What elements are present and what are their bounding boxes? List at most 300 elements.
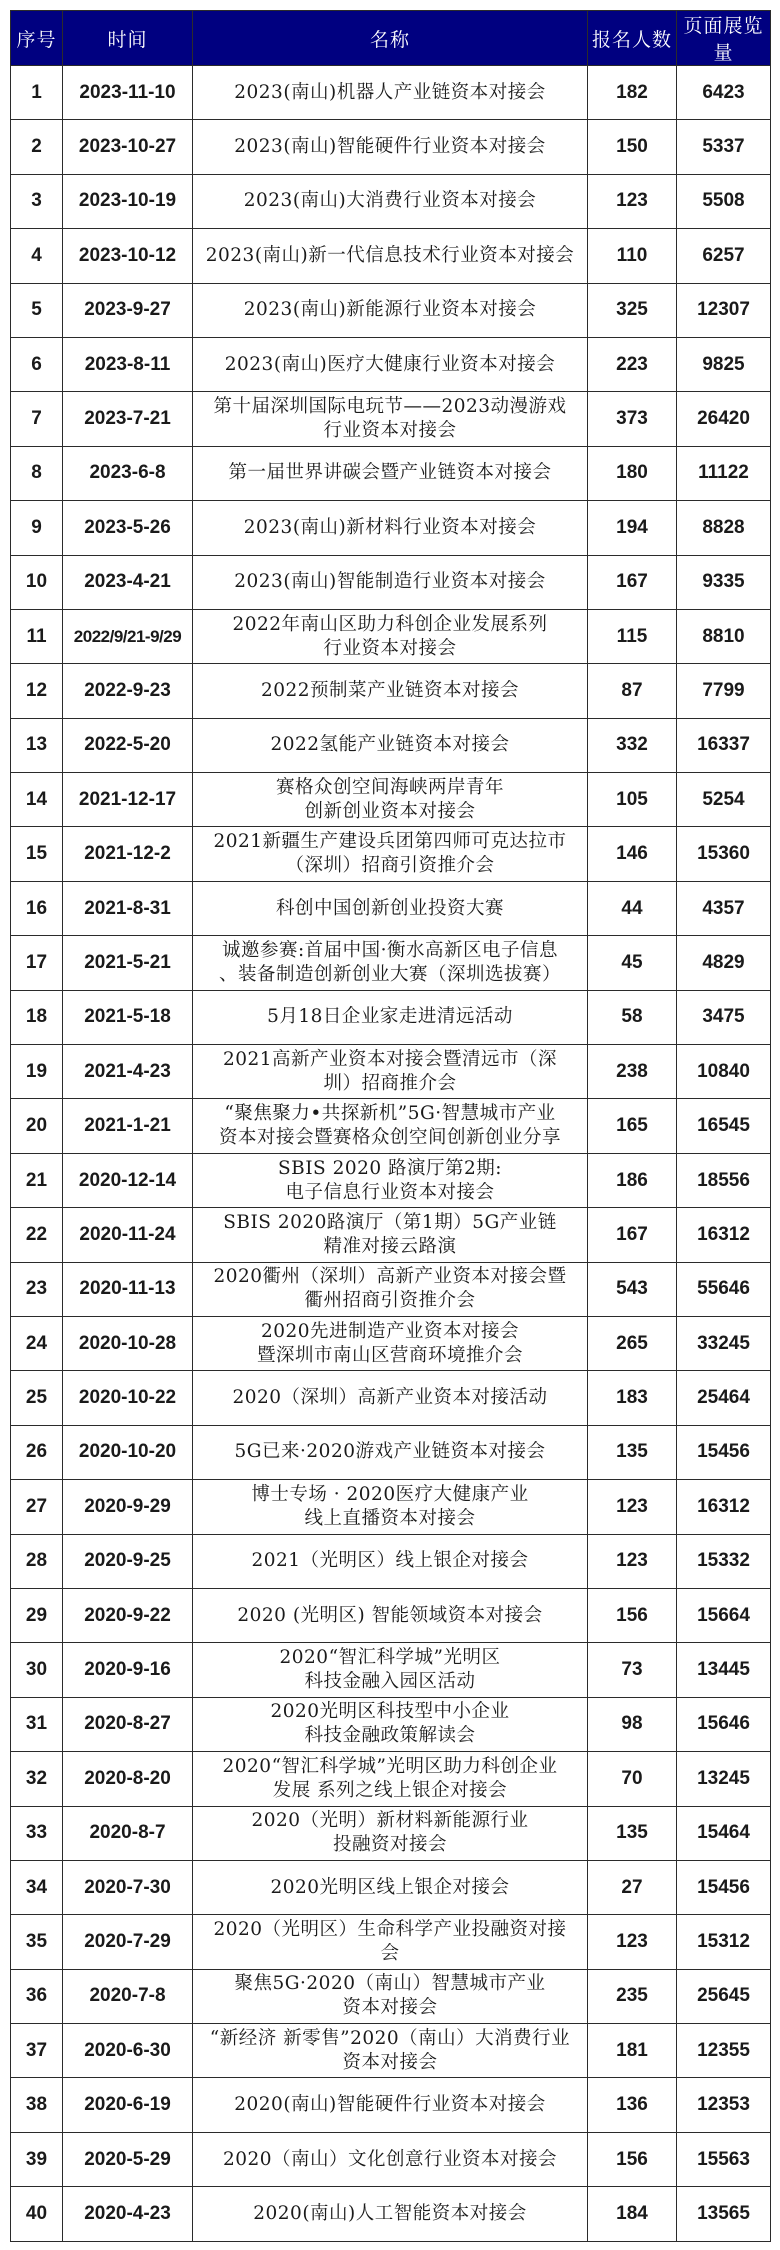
cell-registrations: 123 [588, 174, 677, 228]
cell-registrations: 115 [588, 609, 677, 663]
cell-name [193, 1969, 588, 2023]
cell-no: 19 [11, 1045, 63, 1099]
table-row [11, 1208, 771, 1262]
cell-page-views: 9335 [677, 555, 771, 609]
cell-name [193, 1262, 588, 1316]
table-row [11, 1969, 771, 2023]
table-row [11, 718, 771, 772]
cell-name-line: 第一届世界讲碳会暨产业链资本对接会 [228, 462, 552, 484]
cell-registrations: 167 [588, 555, 677, 609]
cell-no: 2 [11, 120, 63, 174]
cell-date: 2020-7-8 [63, 1969, 193, 2023]
cell-date: 2020-8-20 [63, 1752, 193, 1806]
cell-page-views: 15563 [677, 2132, 771, 2186]
cell-page-views: 8810 [677, 609, 771, 663]
cell-no: 9 [11, 501, 63, 555]
cell-page-views: 6423 [677, 66, 771, 120]
cell-registrations: 223 [588, 337, 677, 391]
cell-name-line: 聚焦5G·2020（南山）智慧城市产业 [234, 1973, 546, 1995]
cell-name [193, 2078, 588, 2132]
cell-name-line: 2023(南山)智能制造行业资本对接会 [234, 571, 546, 593]
cell-name-line: 2023(南山)新材料行业资本对接会 [243, 516, 537, 538]
cell-registrations: 156 [588, 2132, 677, 2186]
cell-no: 31 [11, 1697, 63, 1751]
table-row [11, 120, 771, 174]
cell-no: 6 [11, 337, 63, 391]
cell-name-line: SBIS 2020路演厅（第1期）5G产业链 [223, 1211, 557, 1233]
cell-name-line: 2022氢能产业链资本对接会 [270, 734, 510, 756]
cell-date: 2020-4-23 [63, 2187, 193, 2241]
table-row [11, 1480, 771, 1534]
cell-date: 2020-10-20 [63, 1425, 193, 1479]
table-row [11, 66, 771, 120]
cell-name-line: 2020（光明）新材料新能源行业 [251, 1810, 529, 1832]
cell-no: 20 [11, 1099, 63, 1153]
cell-name-line: 赛格众创空间海峡两岸青年 [275, 776, 504, 798]
cell-name [193, 1425, 588, 1479]
cell-date: 2020-11-13 [63, 1262, 193, 1316]
table-row [11, 337, 771, 391]
cell-registrations: 235 [588, 1969, 677, 2023]
cell-page-views: 3475 [677, 990, 771, 1044]
cell-date: 2020-10-28 [63, 1316, 193, 1370]
cell-date: 2023-7-21 [63, 392, 193, 446]
cell-registrations: 87 [588, 664, 677, 718]
cell-date: 2020-9-16 [63, 1643, 193, 1697]
table-row [11, 174, 771, 228]
cell-no: 18 [11, 990, 63, 1044]
cell-date: 2022-9-23 [63, 664, 193, 718]
cell-registrations: 70 [588, 1752, 677, 1806]
events-table-container [10, 10, 770, 2242]
cell-page-views: 15312 [677, 1915, 771, 1969]
cell-name [193, 1316, 588, 1370]
table-row [11, 2024, 771, 2078]
cell-name-line: 2021新疆生产建设兵团第四师可克达拉市 [213, 831, 567, 853]
cell-date: 2021-5-21 [63, 936, 193, 990]
table-row [11, 2132, 771, 2186]
cell-name [193, 1534, 588, 1588]
cell-page-views: 16312 [677, 1480, 771, 1534]
cell-date: 2023-4-21 [63, 555, 193, 609]
cell-registrations: 194 [588, 501, 677, 555]
cell-no: 21 [11, 1153, 63, 1207]
cell-name [193, 1371, 588, 1425]
cell-name-line: 2020“智汇科学城”光明区 [279, 1647, 501, 1669]
cell-name-line: 创新创业资本对接会 [304, 800, 476, 822]
table-row [11, 229, 771, 283]
cell-no: 29 [11, 1588, 63, 1642]
cell-name [193, 773, 588, 827]
cell-date: 2020-8-27 [63, 1697, 193, 1751]
cell-registrations: 27 [588, 1860, 677, 1914]
cell-name [193, 501, 588, 555]
cell-date: 2020-7-30 [63, 1860, 193, 1914]
cell-page-views: 11122 [677, 446, 771, 500]
cell-page-views: 18556 [677, 1153, 771, 1207]
cell-name-line: 2022年南山区助力科创企业发展系列 [232, 613, 548, 635]
cell-name [193, 337, 588, 391]
cell-name-line: 资本对接会暨赛格众创空间创新创业分享 [218, 1127, 561, 1149]
cell-registrations: 373 [588, 392, 677, 446]
table-row [11, 392, 771, 446]
cell-no: 3 [11, 174, 63, 228]
cell-no: 33 [11, 1806, 63, 1860]
cell-name-line: 、装备制造创新创业大赛（深圳选拔赛） [218, 963, 561, 985]
cell-name-line: 2020先进制造产业资本对接会 [260, 1320, 520, 1342]
cell-registrations: 58 [588, 990, 677, 1044]
cell-registrations: 156 [588, 1588, 677, 1642]
cell-date: 2021-5-18 [63, 990, 193, 1044]
cell-page-views: 15456 [677, 1425, 771, 1479]
cell-date: 2020-9-29 [63, 1480, 193, 1534]
cell-date: 2021-12-17 [63, 773, 193, 827]
table-row [11, 773, 771, 827]
cell-registrations: 332 [588, 718, 677, 772]
cell-name-line: 2020（光明区）生命科学产业投融资对接 [213, 1918, 567, 1940]
cell-page-views: 55646 [677, 1262, 771, 1316]
table-row [11, 1316, 771, 1370]
cell-date: 2020-9-25 [63, 1534, 193, 1588]
cell-page-views: 8828 [677, 501, 771, 555]
cell-name-line: 暨深圳市南山区营商环境推介会 [256, 1344, 523, 1366]
cell-registrations: 44 [588, 881, 677, 935]
cell-name [193, 2024, 588, 2078]
cell-date: 2020-10-22 [63, 1371, 193, 1425]
cell-page-views: 5337 [677, 120, 771, 174]
cell-date: 2023-6-8 [63, 446, 193, 500]
table-row [11, 555, 771, 609]
cell-date: 2022/9/21-9/29 [63, 609, 193, 663]
cell-date: 2020-6-19 [63, 2078, 193, 2132]
cell-date: 2022-5-20 [63, 718, 193, 772]
cell-page-views: 15664 [677, 1588, 771, 1642]
table-row [11, 1425, 771, 1479]
cell-name-line: 资本对接会 [342, 1997, 438, 2019]
cell-name-line: 科技金融政策解读会 [304, 1725, 476, 1747]
header-name: 名称 [193, 11, 588, 66]
cell-page-views: 15360 [677, 827, 771, 881]
cell-name [193, 66, 588, 120]
cell-no: 32 [11, 1752, 63, 1806]
cell-no: 34 [11, 1860, 63, 1914]
cell-name-line: 第十届深圳国际电玩节——2023动漫游戏 [213, 396, 567, 418]
cell-date: 2021-8-31 [63, 881, 193, 935]
table-row [11, 1534, 771, 1588]
cell-no: 39 [11, 2132, 63, 2186]
cell-page-views: 7799 [677, 664, 771, 718]
cell-page-views: 16312 [677, 1208, 771, 1262]
cell-name-line: 博士专场 · 2020医疗大健康产业 [251, 1483, 529, 1505]
cell-name-line: 科创中国创新创业投资大赛 [275, 897, 504, 919]
cell-page-views: 15332 [677, 1534, 771, 1588]
cell-name-line: 科技金融入园区活动 [304, 1671, 476, 1693]
cell-no: 7 [11, 392, 63, 446]
cell-name [193, 555, 588, 609]
cell-no: 14 [11, 773, 63, 827]
cell-registrations: 146 [588, 827, 677, 881]
cell-date: 2020-5-29 [63, 2132, 193, 2186]
cell-registrations: 180 [588, 446, 677, 500]
cell-page-views: 26420 [677, 392, 771, 446]
cell-registrations: 73 [588, 1643, 677, 1697]
cell-name [193, 990, 588, 1044]
cell-name [193, 2187, 588, 2241]
cell-name [193, 446, 588, 500]
cell-no: 10 [11, 555, 63, 609]
cell-date: 2023-11-10 [63, 66, 193, 120]
cell-name [193, 1860, 588, 1914]
cell-no: 40 [11, 2187, 63, 2241]
table-row [11, 1806, 771, 1860]
cell-date: 2023-8-11 [63, 337, 193, 391]
cell-registrations: 150 [588, 120, 677, 174]
cell-date: 2020-11-24 [63, 1208, 193, 1262]
cell-date: 2021-4-23 [63, 1045, 193, 1099]
cell-name-line: 资本对接会 [342, 2051, 438, 2073]
cell-date: 2023-10-12 [63, 229, 193, 283]
cell-page-views: 6257 [677, 229, 771, 283]
cell-page-views: 12355 [677, 2024, 771, 2078]
cell-name [193, 609, 588, 663]
cell-no: 25 [11, 1371, 63, 1425]
cell-no: 11 [11, 609, 63, 663]
cell-date: 2020-12-14 [63, 1153, 193, 1207]
cell-registrations: 135 [588, 1425, 677, 1479]
cell-no: 4 [11, 229, 63, 283]
cell-no: 5 [11, 283, 63, 337]
table-row [11, 1697, 771, 1751]
cell-no: 35 [11, 1915, 63, 1969]
cell-registrations: 325 [588, 283, 677, 337]
cell-name-line: 诚邀参赛:首届中国·衡水高新区电子信息 [221, 939, 559, 961]
cell-page-views: 33245 [677, 1316, 771, 1370]
cell-name [193, 664, 588, 718]
cell-page-views: 5508 [677, 174, 771, 228]
table-row [11, 1099, 771, 1153]
cell-name [193, 1099, 588, 1153]
cell-page-views: 15646 [677, 1697, 771, 1751]
cell-name-line: 会 [380, 1942, 400, 1964]
cell-name [193, 1643, 588, 1697]
cell-name-line: 2020 (光明区) 智能领域资本对接会 [237, 1604, 543, 1626]
cell-name-line: 2023(南山)新一代信息技术行业资本对接会 [205, 244, 575, 266]
header-no: 序号 [11, 11, 63, 66]
cell-name-line: “聚焦聚力•共探新机”5G·智慧城市产业 [224, 1103, 556, 1125]
cell-page-views: 4357 [677, 881, 771, 935]
cell-page-views: 12307 [677, 283, 771, 337]
table-header-row [11, 11, 771, 66]
cell-registrations: 181 [588, 2024, 677, 2078]
cell-registrations: 45 [588, 936, 677, 990]
cell-name [193, 936, 588, 990]
cell-date: 2021-12-2 [63, 827, 193, 881]
cell-no: 24 [11, 1316, 63, 1370]
table-row [11, 1643, 771, 1697]
cell-name-line: 衢州招商引资推介会 [304, 1290, 476, 1312]
cell-no: 15 [11, 827, 63, 881]
cell-page-views: 13245 [677, 1752, 771, 1806]
cell-registrations: 105 [588, 773, 677, 827]
table-row [11, 827, 771, 881]
cell-page-views: 4829 [677, 936, 771, 990]
cell-no: 16 [11, 881, 63, 935]
cell-name-line: 2020（南山）文化创意行业资本对接会 [222, 2148, 558, 2170]
cell-name [193, 1806, 588, 1860]
table-row [11, 1915, 771, 1969]
cell-name [193, 1153, 588, 1207]
table-row [11, 936, 771, 990]
table-row [11, 1045, 771, 1099]
cell-no: 26 [11, 1425, 63, 1479]
cell-registrations: 98 [588, 1697, 677, 1751]
table-body [11, 66, 771, 2242]
table-row [11, 1153, 771, 1207]
cell-no: 37 [11, 2024, 63, 2078]
cell-no: 22 [11, 1208, 63, 1262]
cell-name [193, 392, 588, 446]
cell-registrations: 135 [588, 1806, 677, 1860]
cell-name-line: SBIS 2020 路演厅第2期: [277, 1157, 503, 1179]
cell-date: 2020-6-30 [63, 2024, 193, 2078]
table-row [11, 1371, 771, 1425]
cell-registrations: 123 [588, 1534, 677, 1588]
cell-registrations: 167 [588, 1208, 677, 1262]
header-page-views: 页面展览量 [677, 11, 771, 66]
cell-name-line: 2020（深圳）高新产业资本对接活动 [232, 1387, 548, 1409]
cell-name-line: 5月18日企业家走进清远活动 [267, 1006, 513, 1028]
cell-name-line: 行业资本对接会 [323, 637, 457, 659]
cell-no: 38 [11, 2078, 63, 2132]
table-row [11, 609, 771, 663]
cell-name-line: 2020(南山)人工智能资本对接会 [253, 2202, 527, 2224]
cell-no: 36 [11, 1969, 63, 2023]
cell-registrations: 265 [588, 1316, 677, 1370]
cell-name-line: 发展 系列之线上银企对接会 [272, 1779, 508, 1801]
cell-date: 2023-5-26 [63, 501, 193, 555]
cell-name [193, 827, 588, 881]
cell-no: 8 [11, 446, 63, 500]
cell-page-views: 16545 [677, 1099, 771, 1153]
cell-name-line: 5G已来·2020游戏产业链资本对接会 [234, 1441, 546, 1463]
table-row [11, 501, 771, 555]
cell-name [193, 1697, 588, 1751]
cell-page-views: 15464 [677, 1806, 771, 1860]
table-row [11, 2078, 771, 2132]
cell-name-line: 2021（光明区）线上银企对接会 [251, 1550, 529, 1572]
cell-registrations: 238 [588, 1045, 677, 1099]
cell-name-line: 2023(南山)智能硬件行业资本对接会 [234, 136, 546, 158]
table-row [11, 1262, 771, 1316]
table-row [11, 990, 771, 1044]
cell-page-views: 15456 [677, 1860, 771, 1914]
cell-page-views: 25464 [677, 1371, 771, 1425]
table-row [11, 881, 771, 935]
cell-name-line: 2021高新产业资本对接会暨清远市（深 [222, 1048, 558, 1070]
cell-registrations: 136 [588, 2078, 677, 2132]
cell-name [193, 2132, 588, 2186]
cell-name [193, 1915, 588, 1969]
cell-name [193, 1208, 588, 1262]
cell-registrations: 183 [588, 1371, 677, 1425]
cell-registrations: 123 [588, 1480, 677, 1534]
cell-page-views: 16337 [677, 718, 771, 772]
cell-date: 2020-8-7 [63, 1806, 193, 1860]
cell-name-line: 2020“智汇科学城”光明区助力科创企业 [222, 1755, 558, 1777]
cell-name-line: 2020光明区科技型中小企业 [270, 1701, 510, 1723]
cell-page-views: 12353 [677, 2078, 771, 2132]
cell-registrations: 184 [588, 2187, 677, 2241]
cell-date: 2020-7-29 [63, 1915, 193, 1969]
cell-name-line: 2020(南山)智能硬件行业资本对接会 [234, 2094, 546, 2116]
cell-page-views: 25645 [677, 1969, 771, 2023]
cell-name-line: 精准对接云路演 [323, 1235, 457, 1257]
table-row [11, 2187, 771, 2241]
cell-registrations: 543 [588, 1262, 677, 1316]
cell-page-views: 13445 [677, 1643, 771, 1697]
table-row [11, 283, 771, 337]
cell-registrations: 182 [588, 66, 677, 120]
cell-name-line: 圳）招商推介会 [323, 1072, 457, 1094]
cell-name [193, 1480, 588, 1534]
cell-no: 17 [11, 936, 63, 990]
cell-registrations: 110 [588, 229, 677, 283]
cell-name-line: 2023(南山)新能源行业资本对接会 [243, 299, 537, 321]
cell-name-line: 电子信息行业资本对接会 [285, 1181, 495, 1203]
cell-name [193, 881, 588, 935]
cell-date: 2023-10-19 [63, 174, 193, 228]
cell-registrations: 165 [588, 1099, 677, 1153]
cell-name [193, 174, 588, 228]
cell-date: 2020-9-22 [63, 1588, 193, 1642]
cell-registrations: 186 [588, 1153, 677, 1207]
cell-no: 12 [11, 664, 63, 718]
events-table [10, 10, 771, 2242]
cell-page-views: 10840 [677, 1045, 771, 1099]
cell-name-line: “新经济 新零售”2020（南山）大消费行业 [209, 2027, 571, 2049]
cell-name [193, 229, 588, 283]
cell-date: 2023-10-27 [63, 120, 193, 174]
cell-name-line: 投融资对接会 [332, 1834, 447, 1856]
cell-name [193, 1045, 588, 1099]
cell-name [193, 718, 588, 772]
cell-name-line: 2023(南山)机器人产业链资本对接会 [234, 81, 546, 103]
cell-name [193, 120, 588, 174]
cell-page-views: 9825 [677, 337, 771, 391]
cell-date: 2021-1-21 [63, 1099, 193, 1153]
cell-name-line: 2023(南山)医疗大健康行业资本对接会 [224, 353, 556, 375]
table-row [11, 1588, 771, 1642]
cell-no: 28 [11, 1534, 63, 1588]
cell-name-line: 2022预制菜产业链资本对接会 [260, 679, 520, 701]
cell-name-line: 2020衢州（深圳）高新产业资本对接会暨 [213, 1266, 567, 1288]
cell-no: 30 [11, 1643, 63, 1697]
cell-name-line: 2023(南山)大消费行业资本对接会 [243, 190, 537, 212]
header-date: 时间 [63, 11, 193, 66]
cell-name [193, 283, 588, 337]
cell-no: 27 [11, 1480, 63, 1534]
cell-page-views: 5254 [677, 773, 771, 827]
header-registrations: 报名人数 [588, 11, 677, 66]
cell-no: 23 [11, 1262, 63, 1316]
table-row [11, 1860, 771, 1914]
cell-name-line: 行业资本对接会 [323, 420, 457, 442]
cell-name-line: （深圳）招商引资推介会 [285, 855, 495, 877]
table-row [11, 1752, 771, 1806]
cell-no: 1 [11, 66, 63, 120]
cell-registrations: 123 [588, 1915, 677, 1969]
cell-page-views: 13565 [677, 2187, 771, 2241]
